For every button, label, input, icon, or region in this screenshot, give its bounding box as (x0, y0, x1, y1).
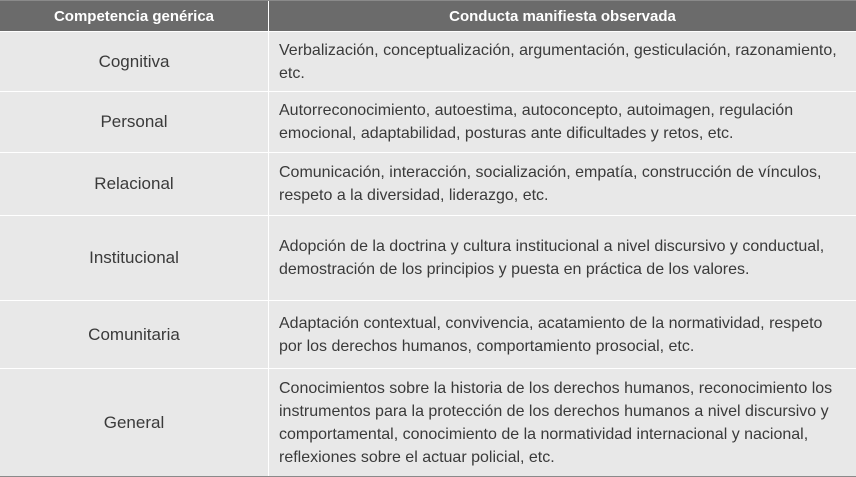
competence-cell: Institucional (0, 216, 268, 300)
table-row (0, 300, 856, 368)
table-header-row (0, 1, 856, 31)
table-row (0, 91, 856, 152)
conduct-cell: Adopción de la doctrina y cultura institucional a nivel discursivo y conductual, demostración de los principios y puesta en práctica de los valores. (268, 216, 856, 300)
competence-cell: Personal (0, 92, 268, 152)
conduct-cell: Conocimientos sobre la historia de los derechos humanos, reconocimiento los instrumentos para la protección de los derechos humanos a nivel discursivo y comportamental, conocimiento de la normatividad internacional y nacional, reflexiones sobre el actuar policial, etc. (268, 369, 856, 476)
conduct-cell: Autorreconocimiento, autoestima, autoconcepto, autoimagen, regulación emocional, adaptabilidad, posturas ante dificultades y retos, etc. (268, 92, 856, 152)
table-row (0, 368, 856, 476)
table-row (0, 152, 856, 215)
competence-cell: Relacional (0, 153, 268, 215)
competence-cell: General (0, 369, 268, 476)
conduct-cell: Verbalización, conceptualización, argumentación, gesticulación, razonamiento, etc. (268, 32, 856, 91)
header-competence: Competencia genérica (0, 1, 268, 31)
header-conduct: Conducta manifiesta observada (268, 1, 856, 31)
competence-cell: Comunitaria (0, 301, 268, 368)
conduct-cell: Adaptación contextual, convivencia, acatamiento de la normatividad, respeto por los derechos humanos, comportamiento prosocial, etc. (268, 301, 856, 368)
conduct-cell: Comunicación, interacción, socialización, empatía, construcción de vínculos, respeto a la diversidad, liderazgo, etc. (268, 153, 856, 215)
competence-cell: Cognitiva (0, 32, 268, 91)
table-row (0, 215, 856, 300)
table-row (0, 31, 856, 91)
